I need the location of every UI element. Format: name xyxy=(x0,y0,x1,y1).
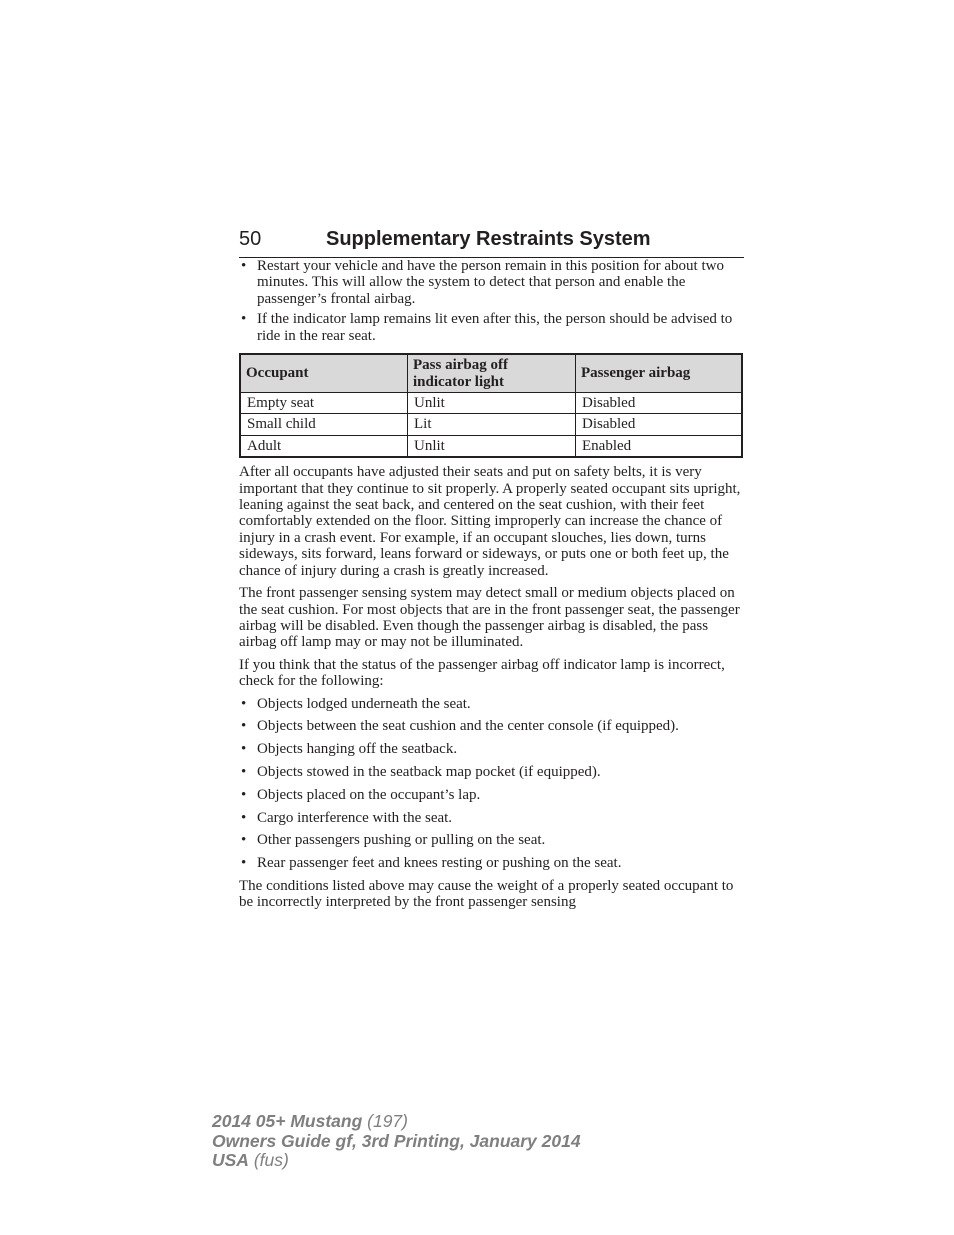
footer-line xyxy=(212,1132,581,1152)
footer-guide-edition: Owners Guide gf, 3rd Printing, January 2014 xyxy=(212,1130,581,1151)
table-header-cell: Pass airbag off indicator light xyxy=(408,354,576,393)
list-item: • Restart your vehicle and have the person remain in this position for about two minutes. This will allow the system to detect that person and enable the passenger’s frontal airbag. xyxy=(239,258,744,307)
page-header xyxy=(239,228,744,258)
document-footer xyxy=(212,1112,581,1171)
section-title: Supplementary Restraints System xyxy=(326,228,651,250)
paragraph: The front passenger sensing system may detect small or medium objects placed on the seat cushion. For most objects that are in the front passenger seat, the passenger airbag will be disabled. Even though the passenger airbag is disabled, the pass airbag off lamp may or may not be illuminated. xyxy=(239,585,740,651)
paragraph: If you think that the status of the passenger airbag off indicator lamp is incorrect, check for the following: xyxy=(239,656,725,690)
paragraph: After all occupants have adjusted their seats and put on safety belts, it is very important that they continue to sit properly. A properly seated occupant sits upright, leaning against the seat back, and centered on the seat cushion, with their feet comfortably extended on the floor. Sitting improperly can increase the chance of injury in a crash event. For example, if an occupant slouches, lies down, turns sideways, sits forward, leans forward or sideways, or puts one or both feet up, the chance of injury during a crash is greatly increased. xyxy=(239,464,741,579)
list-item: • Objects stowed in the seatback map pocket (if equipped). xyxy=(239,764,744,780)
page-content xyxy=(239,228,744,917)
footer-line xyxy=(212,1112,581,1132)
table-row xyxy=(240,414,742,435)
body-text xyxy=(239,464,744,689)
table-header-cell: Passenger airbag xyxy=(576,354,743,393)
list-item: • Cargo interference with the seat. xyxy=(239,810,744,826)
list-item: • Objects lodged underneath the seat. xyxy=(239,696,744,712)
table-cell: Adult xyxy=(240,435,408,457)
footer-model: 2014 05+ Mustang xyxy=(212,1111,363,1131)
footer-market-code: (fus) xyxy=(248,1150,289,1170)
list-item: • Objects hanging off the seatback. xyxy=(239,741,744,757)
list-item: • If the indicator lamp remains lit even after this, the person should be advised to ride in the rear seat. xyxy=(239,311,744,344)
intro-bullet-list xyxy=(239,258,744,344)
table-row xyxy=(240,393,742,414)
table-cell: Empty seat xyxy=(240,393,408,414)
table-cell: Disabled xyxy=(576,393,743,414)
check-bullet-list xyxy=(239,696,744,872)
table-cell: Enabled xyxy=(576,435,743,457)
table-cell: Small child xyxy=(240,414,408,435)
list-item: • Objects between the seat cushion and the center console (if equipped). xyxy=(239,718,744,734)
list-item: • Rear passenger feet and knees resting or pushing on the seat. xyxy=(239,855,744,871)
table-header-row xyxy=(240,354,742,393)
table-cell: Unlit xyxy=(408,435,576,457)
table-cell: Lit xyxy=(408,414,576,435)
table-header-cell: Occupant xyxy=(240,354,408,393)
page-number: 50 xyxy=(239,228,262,250)
list-item: • Objects placed on the occupant’s lap. xyxy=(239,787,744,803)
closing-paragraph: The conditions listed above may cause the weight of a properly seated occupant to be incorrectly interpreted by the front passenger sensing xyxy=(239,877,734,911)
footer-market: USA xyxy=(212,1150,249,1170)
footer-model-code: (197) xyxy=(362,1111,408,1131)
occupant-airbag-table xyxy=(239,353,743,458)
footer-line xyxy=(212,1151,581,1171)
table-cell: Unlit xyxy=(408,393,576,414)
table-row xyxy=(240,435,742,457)
list-item: • Other passengers pushing or pulling on the seat. xyxy=(239,832,744,848)
table-cell: Disabled xyxy=(576,414,743,435)
